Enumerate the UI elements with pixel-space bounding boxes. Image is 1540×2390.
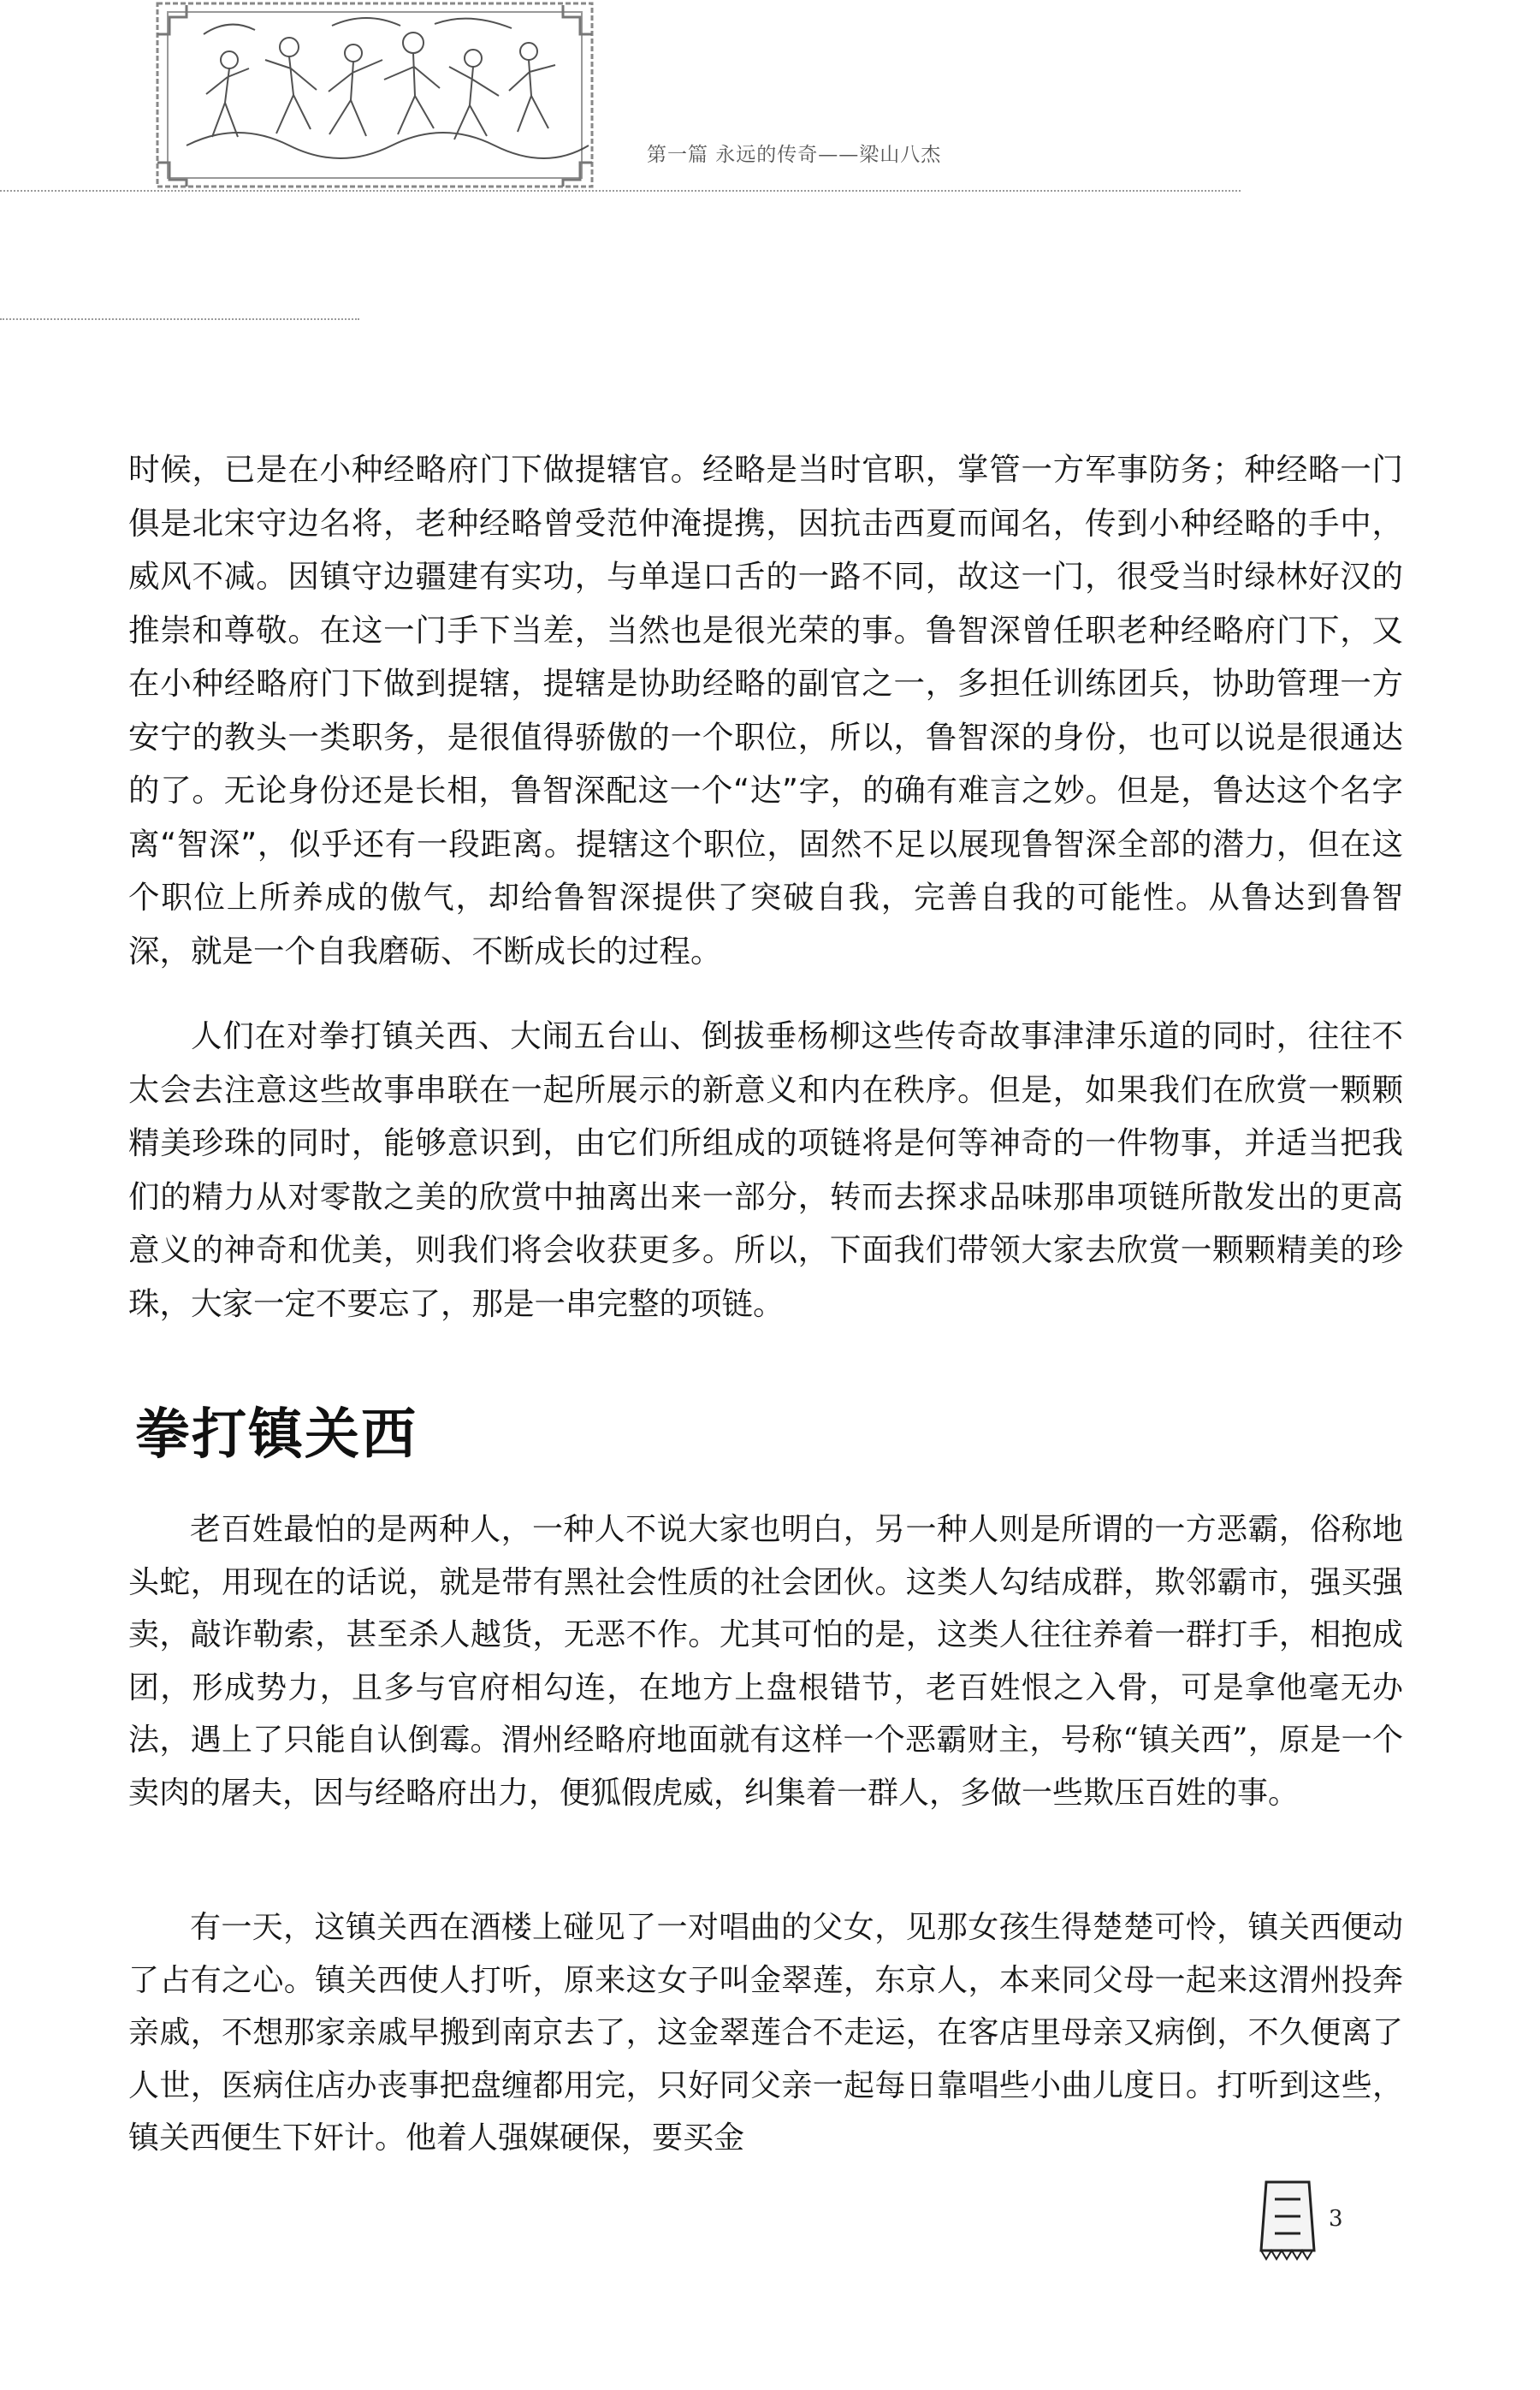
paragraph-2: 人们在对拳打镇关西、大闹五台山、倒拔垂杨柳这些传奇故事津津乐道的同时，往往不太会去注意这些故事串联在一起所展示的新意义和内在秩序。但是，如果我们在欣赏一颗颗精美珍珠的同时，能够意识到，由它们所组成的项链将是何等神奇的一件物事，并适当把我们的精力从对零散之美的欣赏中抽离出来一部分，转而去探求品味那串项链所散发出的更高意义的神奇和优美，则我们将会收获更多。所以，下面我们带领大家去欣赏一颗颗精美的珍珠，大家一定不要忘了，那是一串完整的项链。 <box>128 1017 1403 1322</box>
header-rule-lower <box>0 318 359 320</box>
paragraph-4: 有一天，这镇关西在酒楼上碰见了一对唱曲的父女，见那女孩生得楚楚可怜，镇关西便动了占有之心。镇关西使人打听，原来这女子叫金翠莲，东京人，本来同父母一起来这渭州投奔亲戚，不想那家亲戚早搬到南京去了，这金翠莲合不走运，在客店里母亲又病倒，不久便离了人世，医病住店办丧事把盘缠都用完，只好同父亲一起每日靠唱些小曲儿度日。打听到这些，镇关西便生下奸计。他着人强媒硬保，要买金 <box>128 1910 1403 2156</box>
decorative-seal <box>1249 2174 1326 2276</box>
section-title: 拳打镇关西 <box>135 1403 418 1467</box>
paragraph-3: 老百姓最怕的是两种人，一种人不说大家也明白，另一种人则是所谓的一方恶霸，俗称地头蛇，用现在的话说，就是带有黑社会性质的社会团伙。这类人勾结成群，欺邻霸市，强买强卖，敲诈勒索，甚至杀人越货，无恶不作。尤其可怕的是，这类人往往养着一群打手，相抱成团，形成势力，且多与官府相勾连，在地方上盘根错节，老百姓恨之入骨，可是拿他毫无办法，遇上了只能自认倒霉。渭州经略府地面就有这样一个恶霸财主，号称“镇关西”，原是一个卖肉的屠夫，因与经略府出力，便狐假虎威，纠集着一群人，多做一些欺压百姓的事。 <box>128 1512 1403 1811</box>
header-rule-upper <box>0 190 1241 192</box>
page-number: 3 <box>1329 2206 1343 2232</box>
header-illustration <box>152 0 597 193</box>
running-header: 第一篇 永远的传奇——梁山八杰 <box>647 144 942 166</box>
paragraph-1: 时候，已是在小种经略府门下做提辖官。经略是当时官职，掌管一方军事防务；种经略一门俱是北宋守边名将，老种经略曾受范仲淹提携，因抗击西夏而闻名，传到小种经略的手中，威风不减。因镇守边疆建有实功，与单逞口舌的一路不同，故这一门，很受当时绿林好汉的推崇和尊敬。在这一门手下当差，当然也是很光荣的事。鲁智深曾任职老种经略府门下，又在小种经略府门下做到提辖，提辖是协助经略的副官之一，多担任训练团兵，协助管理一方安宁的教头一类职务，是很值得骄傲的一个职位，所以，鲁智深的身份，也可以说是很通达的了。无论身份还是长相，鲁智深配这一个“达”字，的确有难言之妙。但是，鲁达这个名字离“智深”，似乎还有一段距离。提辖这个职位，固然不足以展现鲁智深全部的潜力，但在这个职位上所养成的傲气，却给鲁智深提供了突破自我，完善自我的可能性。从鲁达到鲁智深，就是一个自我磨砺、不断成长的过程。 <box>128 451 1403 970</box>
